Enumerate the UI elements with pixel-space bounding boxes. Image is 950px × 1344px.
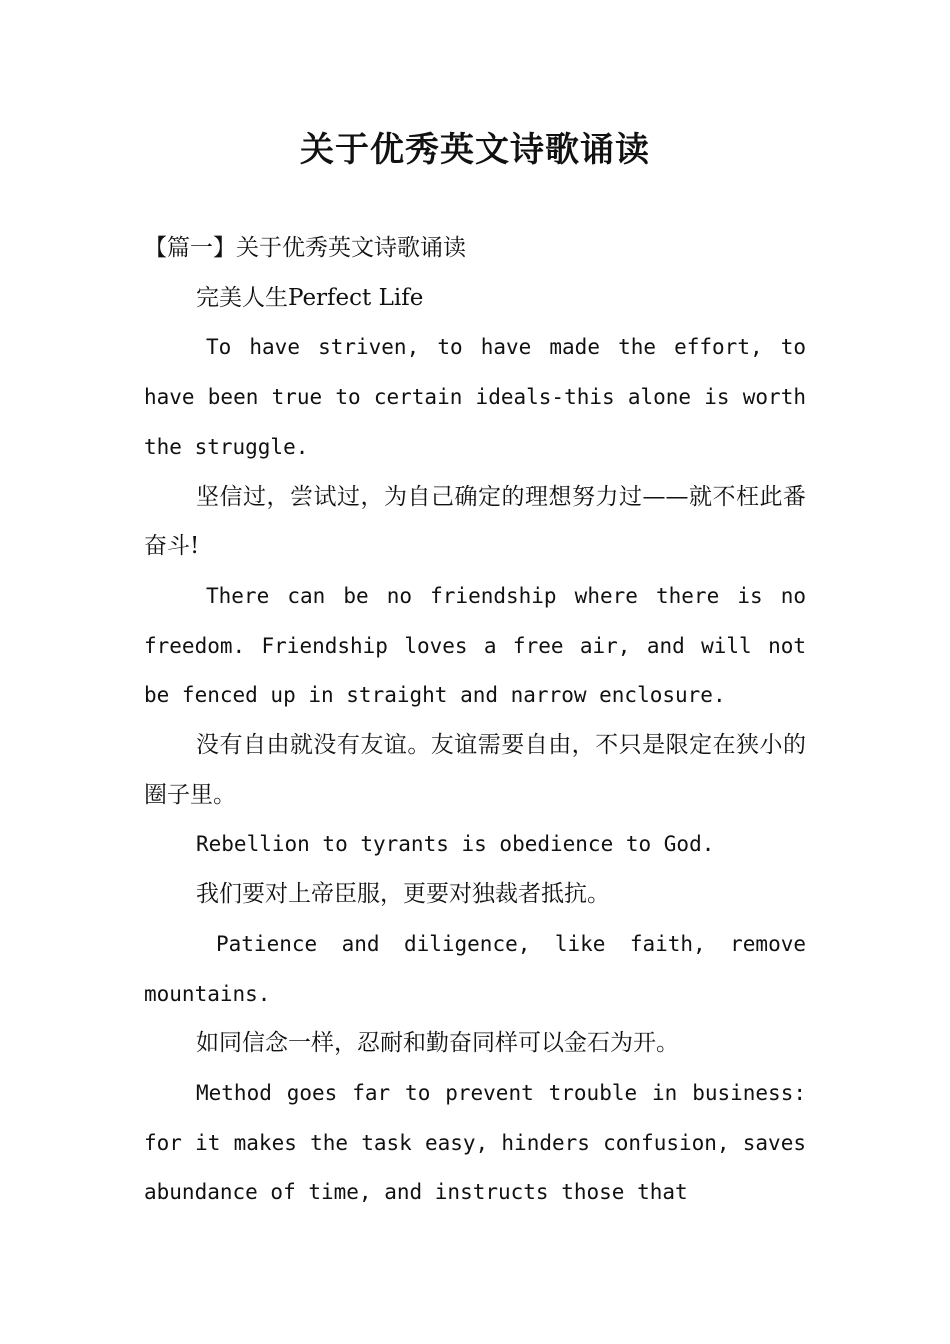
paragraph-english: There can be no friendship where there is no freedom. Friendship loves a free air, and will not be fenced up in straight and narrow enclosure. [144,583,806,708]
document-body [144,224,806,1218]
document-title: 关于优秀英文诗歌诵读 [300,130,650,170]
paragraph-english: Rebellion to tyrants is obedience to God. [196,832,715,857]
paragraph-english: Patience and diligence, like faith, remove mountains. [144,931,806,1006]
paragraph-chinese: 如同信念一样，忍耐和勤奋同样可以金石为开。 [196,1030,679,1057]
paragraph-chinese: 我们要对上帝臣服，更要对独裁者抵抗。 [196,881,610,908]
paragraph-chinese: 没有自由就没有友谊。友谊需要自由，不只是限定在狭小的圈子里。 [144,732,806,808]
paragraph-english: Method goes far to prevent trouble in business: for it makes the task easy, hinders confusion, saves abundance of time, and instructs those that [144,1080,806,1205]
paragraph-english: To have striven, to have made the effort, to have been true to certain ideals-this alone is worth the struggle. [144,335,806,459]
poem-title: 完美人生Perfect Life [196,284,424,311]
paragraph-chinese: 坚信过，尝试过，为自己确定的理想努力过——就不枉此番奋斗! [144,483,806,560]
section-heading: 【篇一】关于优秀英文诗歌诵读 [144,235,466,261]
